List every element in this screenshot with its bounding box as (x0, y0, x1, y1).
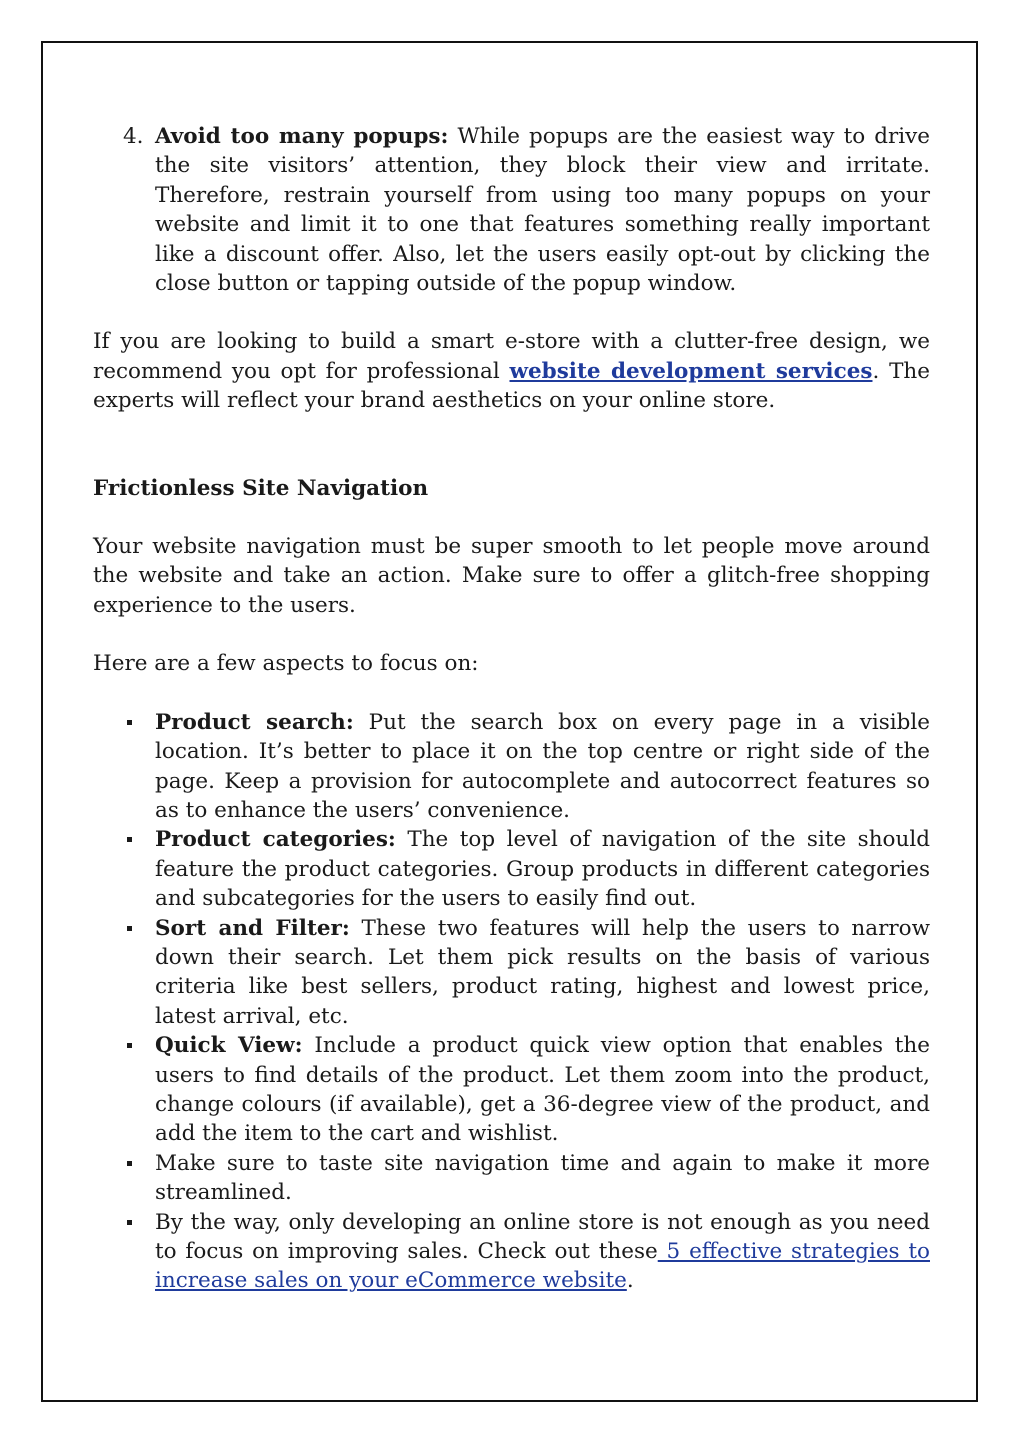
list-item-quick-view (93, 1031, 930, 1149)
section-heading: Frictionless Site Navigation (93, 475, 429, 501)
list-item-test-navigation (93, 1149, 930, 1208)
list-item-text: These two features will help the users to narrow down their search. Let them pick results on the basis of various criteria like best sellers, product rating, highest and lowest price, latest arrival, etc. (155, 915, 930, 1029)
cta-text-before: If you are looking to build a smart e-store with a clutter-free design, we recommend you opt for professional (93, 329, 930, 384)
aspects-list (93, 708, 930, 1296)
item-text: While popups are the easiest way to drive the site visitors’ attention, they block their view and irritate. Therefore, restrain yourself from using too many popups on your website and limit it to one that features something really important like a discount offer. Also, let the users easily opt-out by clicking the close button or tapping outside of the popup window. (155, 124, 930, 297)
bullet-icon (127, 1043, 132, 1048)
list-item-text: Include a product quick view option that enables the users to find details of the product. Let them zoom into the product, change colours (if available), get a 36-degree view of the product, and add the item to the cart and wishlist. (155, 1033, 930, 1147)
list-item-text-after: . (626, 1268, 634, 1294)
numbered-item-avoid-popups (93, 122, 930, 298)
bullet-icon (127, 720, 132, 725)
item-title: Avoid too many popups: (155, 124, 449, 149)
list-item-improve-sales (93, 1208, 930, 1296)
list-item-title: Product search: (155, 709, 354, 735)
list-item-product-search (93, 708, 930, 826)
bullet-icon (127, 1161, 132, 1166)
bullet-icon (127, 926, 132, 931)
document-body (93, 122, 930, 1296)
cta-text-after: . The experts will reflect your brand aesthetics on your online store. (93, 358, 930, 414)
list-item-title: Sort and Filter: (155, 915, 350, 941)
item-number: 4. (123, 124, 144, 149)
website-development-services-link[interactable]: website development services (509, 358, 873, 384)
list-item-sort-filter (93, 914, 930, 1032)
bullet-icon (127, 837, 132, 842)
list-item-text: Put the search box on every page in a visible location. It’s better to place it on the top centre or right side of the page. Keep a provision for autocomplete and autocorrect features so as to enhance the users’ convenience. (155, 709, 930, 823)
list-item-text: The top level of navigation of the site should feature the product categories. Group products in different categories and subcategories for the users to easily find out. (155, 827, 930, 912)
focus-paragraph: Here are a few aspects to focus on: (93, 651, 479, 677)
list-item-product-categories (93, 825, 930, 913)
list-item-text: By the way, only developing an online store is not enough as you need to focus on improving sales. Check out these (155, 1209, 930, 1264)
bullet-icon (127, 1220, 132, 1225)
list-item-title: Quick View: (155, 1033, 303, 1059)
list-item-title: Product categories: (155, 827, 396, 853)
sales-strategies-link[interactable]: 5 effective strategies to increase sales on your eCommerce website (155, 1239, 930, 1294)
intro-paragraph: Your website navigation must be super smooth to let people move around the website and take an action. Make sure to offer a glitch-free shopping experience to the users. (93, 534, 930, 618)
cta-paragraph (93, 327, 930, 415)
list-item-text: Make sure to taste site navigation time and again to make it more streamlined. (155, 1150, 930, 1206)
